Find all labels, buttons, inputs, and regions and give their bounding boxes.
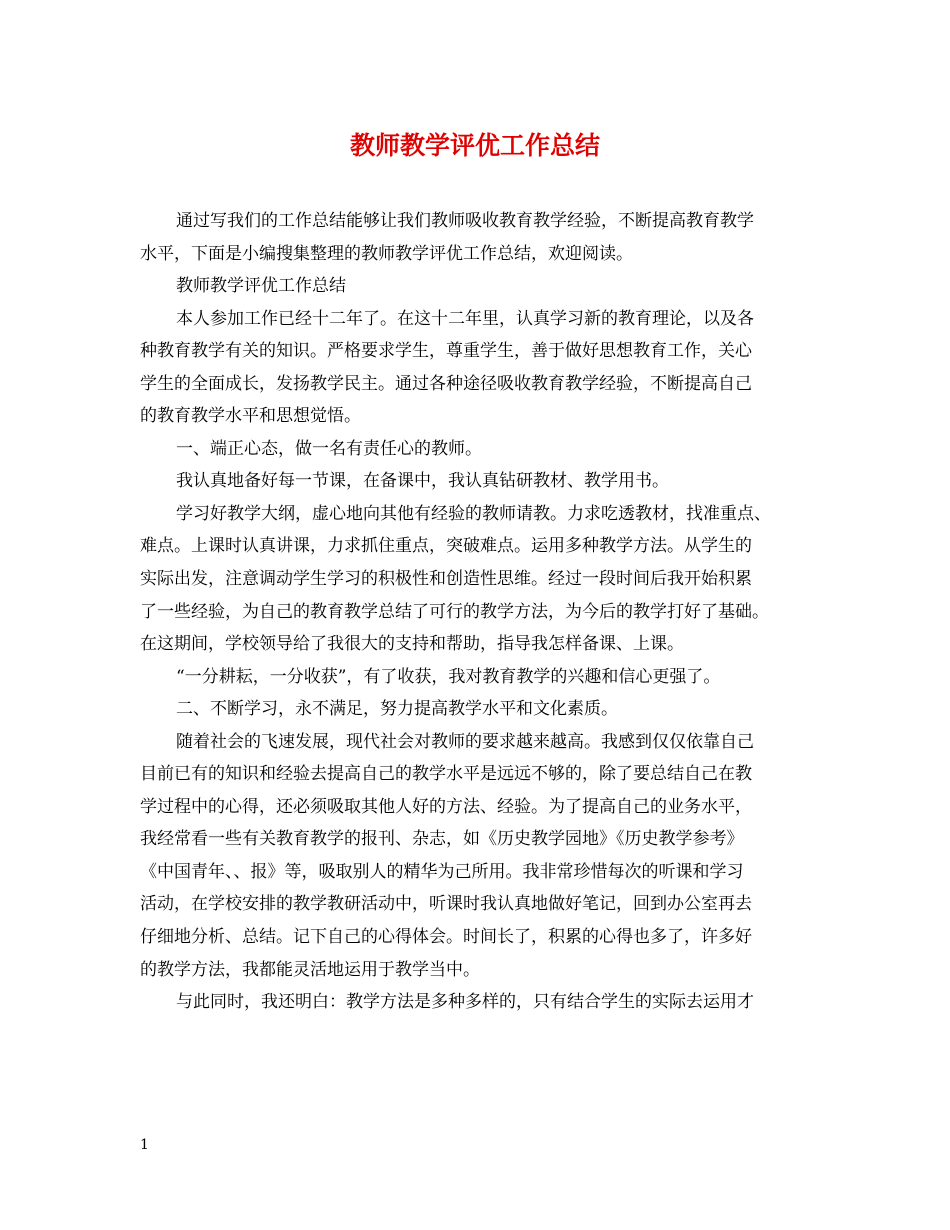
body-line: 的教育教学水平和思想觉悟。 bbox=[140, 406, 361, 427]
body-line: 的教学方法，我都能灵活地运用于教学当中。 bbox=[140, 959, 480, 980]
body-line: 种教育教学有关的知识。严格要求学生，尊重学生，善于做好思想教育工作，关心 bbox=[140, 341, 752, 362]
body-line: 仔细地分析、总结。记下自己的心得体会。时间长了，积累的心得也多了，许多好 bbox=[140, 927, 752, 948]
body-line: 《中国青年、、报》等，吸取别人的精华为己所用。我非常珍惜每次的听课和学习 bbox=[140, 861, 744, 882]
body-line: 随着社会的飞速发展，现代社会对教师的要求越来越高。我感到仅仅依靠自己 bbox=[176, 731, 754, 752]
document-title: 教师教学评优工作总结 bbox=[349, 131, 600, 160]
body-line: 我认真地备好每一节课，在备课中，我认真钻研教材、教学用书。 bbox=[176, 471, 669, 492]
body-line: “一分耕耘，一分收获”，有了收获，我对教育教学的兴趣和信心更强了。 bbox=[176, 666, 721, 687]
body-line: 通过写我们的工作总结能够让我们教师吸收教育教学经验，不断提高教育教学 bbox=[176, 211, 754, 231]
body-line: 了一些经验，为自己的教育教学总结了可行的教学方法，为今后的教学打好了基础。 bbox=[140, 601, 769, 622]
body-line: 学习好教学大纲，虚心地向其他有经验的教师请教。力求吃透教材，找准重点、 bbox=[176, 503, 771, 524]
body-line: 学生的全面成长，发扬教学民主。通过各种途径吸收教育教学经验，不断提高自己 bbox=[140, 373, 752, 394]
body-line: 本人参加工作已经十二年了。在这十二年里，认真学习新的教育理论，以及各 bbox=[176, 308, 754, 329]
body-line: 目前已有的知识和经验去提高自己的教学水平是远远不够的，除了要总结自己在教 bbox=[140, 764, 752, 785]
body-line: 教师教学评优工作总结 bbox=[176, 276, 346, 297]
body-line: 学过程中的心得，还必须吸取其他人好的方法、经验。为了提高自己的业务水平， bbox=[140, 796, 752, 817]
body-line: 活动，在学校安排的教学教研活动中，听课时我认真地做好笔记，回到办公室再去 bbox=[140, 894, 752, 915]
body-line: 二、不断学习，永不满足，努力提高教学水平和文化素质。 bbox=[176, 699, 618, 720]
body-line: 实际出发，注意调动学生学习的积极性和创造性思维。经过一段时间后我开始积累 bbox=[140, 569, 752, 590]
body-line: 与此同时，我还明白：教学方法是多种多样的，只有结合学生的实际去运用才 bbox=[176, 992, 754, 1013]
body-line: 难点。上课时认真讲课，力求抓住重点，突破难点。运用多种教学方法。从学生的 bbox=[140, 536, 752, 557]
page-number: 1 bbox=[140, 1137, 149, 1153]
body-line: 一、端正心态，做一名有责任心的教师。 bbox=[176, 438, 482, 459]
body-line: 我经常看一些有关教育教学的报刊、杂志，如《历史教学园地》《历史教学参考》 bbox=[140, 829, 744, 850]
body-line: 在这期间，学校领导给了我很大的支持和帮助，指导我怎样备课、上课。 bbox=[140, 634, 684, 655]
document-body bbox=[140, 205, 820, 1019]
body-line: 水平，下面是小编搜集整理的教师教学评优工作总结，欢迎阅读。 bbox=[140, 243, 633, 264]
